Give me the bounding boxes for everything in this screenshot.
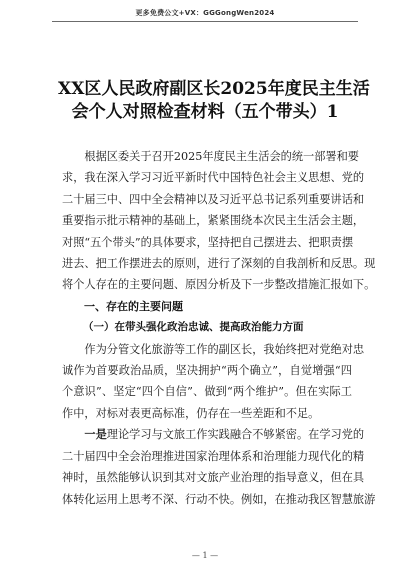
paragraph-line: 作中，对标对表更高标准，仍存在一些差距和不足。 bbox=[62, 406, 320, 420]
paragraph-line: 体转化运用上思考不深、行动不快。例如，在推动我区智慧旅游 bbox=[62, 492, 376, 506]
paragraph-line: 将个人存在的主要问题、原因分析及下一步整改措施汇报如下。 bbox=[62, 278, 376, 292]
paragraph-line: 重要指示批示精神的基础上，紧紧围绕本次民主生活会主题， bbox=[62, 214, 365, 228]
header-promo-note: 更多免费公文+VX：GGGongWen2024 bbox=[135, 9, 275, 17]
intro-paragraph bbox=[62, 146, 376, 296]
paragraph-line: 诚作为首要政治品质，坚决拥护“两个确立”，自觉增强“四 bbox=[62, 364, 352, 378]
loyalty-paragraph bbox=[62, 339, 365, 425]
title-line-1: XX区人民政府副区长2025年度民主生活 bbox=[58, 79, 370, 99]
paragraph-line: 进去、把工作摆进去的原则，进行了深刻的自我剖析和反思。现 bbox=[62, 257, 376, 271]
paragraph-line bbox=[62, 424, 365, 445]
point-lead: 一是 bbox=[84, 427, 107, 442]
subsection-heading: （一）在带头强化政治忠诚、提高政治能力方面 bbox=[83, 321, 304, 334]
paragraph-line-text: 理论学习与文旅工作实践融合不够紧密。在学习党的 bbox=[106, 428, 365, 442]
title-line-2: 会个人对照检查材料（五个带头）1 bbox=[71, 102, 339, 122]
document-title bbox=[58, 78, 370, 124]
paragraph-line: 神时，虽然能够认识到其对文旅产业治理的指导意义，但在具 bbox=[62, 471, 365, 485]
paragraph-line: 求，我在深入学习习近平新时代中国特色社会主义思想、党的 bbox=[62, 171, 365, 185]
paragraph-line: 对照“五个带头”的具体要求，坚持把自己摆进去、把职责摆 bbox=[62, 235, 354, 249]
page-number: — 1 — bbox=[191, 551, 219, 560]
paragraph-line: 作为分管文化旅游等工作的副区长，我始终把对党绝对忠 bbox=[84, 342, 365, 356]
header-divider bbox=[52, 21, 358, 22]
paragraph-line: 根据区委关于召开2025年度民主生活会的统一部署和要 bbox=[84, 150, 359, 163]
paragraph-line: 二十届四中全会治理推进国家治理体系和治理能力现代化的精 bbox=[62, 449, 365, 463]
document-body bbox=[62, 146, 376, 510]
section-heading: 一、存在的主要问题 bbox=[84, 299, 183, 313]
paragraph-line: 二十届三中、四中全会精神以及习近平总书记系列重要讲话和 bbox=[62, 192, 365, 206]
paragraph-line: 个意识”、坚定“四个自信”、做到“两个维护”。但在实际工 bbox=[62, 385, 352, 399]
issue-one-paragraph bbox=[62, 424, 376, 510]
